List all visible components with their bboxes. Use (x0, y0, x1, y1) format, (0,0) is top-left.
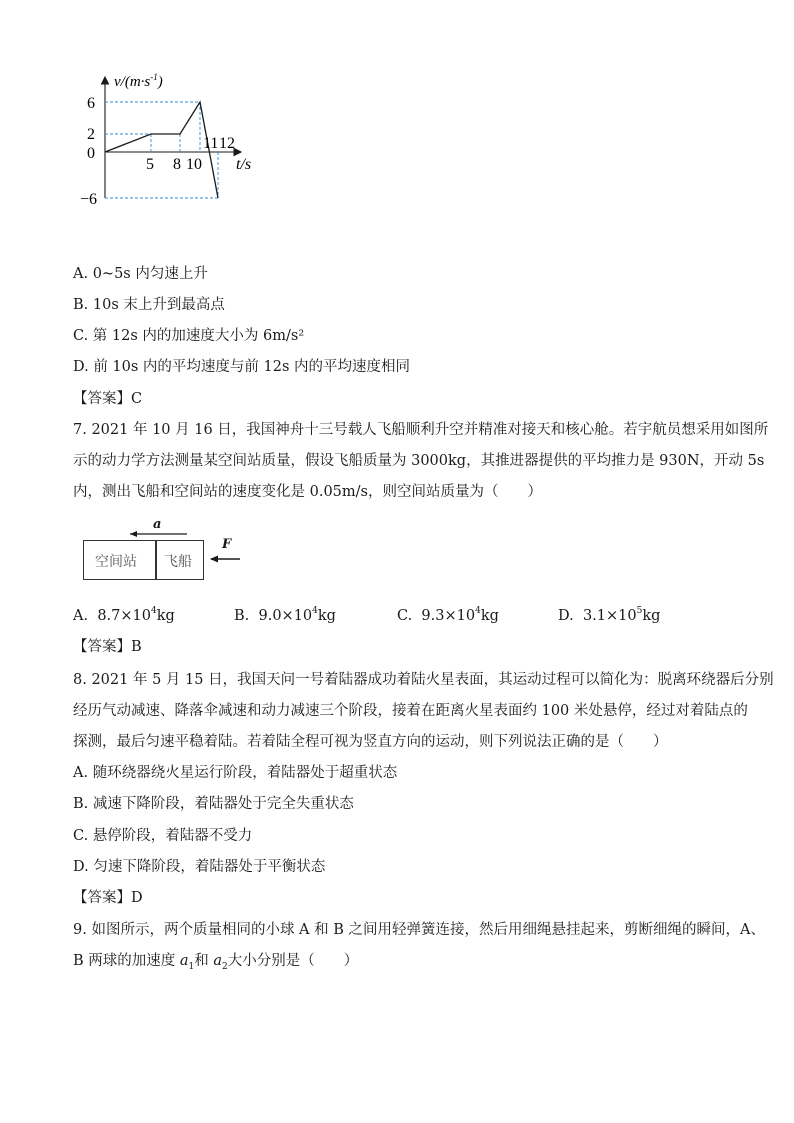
answer-mark: 【答案】 (73, 391, 131, 407)
x-tick-5: 5 (146, 156, 154, 173)
ship-label: 飞船 (164, 554, 192, 570)
vt-graph (70, 70, 270, 215)
q8-line-2: 经历气动减速、降落伞减速和动力减速三个阶段，接着在距离火星表面约 100 米处悬停，经过对着陆点的 (73, 703, 748, 719)
y-tick-6: 6 (87, 95, 95, 112)
x-axis-label: t/s (236, 156, 252, 173)
q7-option-a: A. $8.7\times 10^4kg$ (73, 606, 175, 624)
q6-answer (73, 389, 142, 409)
guide-lines (105, 102, 218, 198)
space-station-label: 空间站 (95, 554, 137, 570)
q7-option-c: C. $9.3\times 10^4kg$ (397, 606, 499, 624)
y-tick-0: 0 (87, 145, 95, 162)
x-tick-11: 11 (203, 135, 219, 152)
answer-value: B (131, 639, 142, 655)
x-tick-10: 10 (186, 156, 202, 173)
accel-label: a (153, 517, 162, 532)
force-label: F (222, 537, 232, 552)
q8-answer (73, 888, 143, 908)
q7-line-3: 内，测出飞船和空间站的速度变化是 0.05m/s，则空间站质量为（ ） (73, 484, 542, 500)
answer-mark: 【答案】 (73, 890, 131, 906)
x-tick-8: 8 (173, 156, 181, 173)
q7-figure (80, 515, 250, 585)
q6-option-b: B. 10s 末上升到最高点 (73, 297, 225, 313)
answer-mark: 【答案】 (73, 639, 131, 655)
q7-option-b: B. $9.0\times 10^4kg$ (234, 606, 336, 624)
q6-option-c: C. 第 12s 内的加速度大小为 6m/s² (73, 328, 305, 344)
x-tick-12: 12 (219, 135, 235, 152)
q8-option-d: D. 匀速下降阶段，着陆器处于平衡状态 (73, 859, 326, 875)
y-tick-2: 2 (87, 126, 95, 143)
q8-option-a: A. 随环绕器绕火星运行阶段，着陆器处于超重状态 (73, 765, 398, 781)
y-tick-neg6: −6 (80, 191, 98, 208)
velocity-curve (105, 102, 218, 198)
y-axis-label: $v/(m\cdot s^{-1})$ (114, 72, 163, 90)
q7-answer (73, 637, 142, 657)
q6-option-a: A. 0~5s 内匀速上升 (73, 266, 208, 282)
answer-value: C (131, 391, 143, 407)
q8-option-b: B. 减速下降阶段，着陆器处于完全失重状态 (73, 796, 354, 812)
q9-line-1: 9. 如图所示，两个质量相同的小球 A 和 B 之间用轻弹簧连接，然后用细绳悬挂起来，剪断细绳的瞬间，A、 (73, 922, 765, 938)
q8-line-1: 8. 2021 年 5 月 15 日，我国天问一号着陆器成功着陆火星表面，其运动过程可以简化为：脱离环绕器后分别 (73, 672, 774, 688)
q7-option-d: D. $3.1\times 10^5kg$ (558, 606, 661, 624)
q8-line-3: 探测，最后匀速平稳着陆。若着陆全程可视为竖直方向的运动，则下列说法正确的是（ ） (73, 734, 668, 750)
q7-line-1: 7. 2021 年 10 月 16 日，我国神舟十三号载人飞船顺利升空并精准对接天和核心舱。若宇航员想采用如图所 (73, 422, 769, 438)
answer-value: D (131, 890, 143, 906)
q6-option-d: D. 前 10s 内的平均速度与前 12s 内的平均速度相同 (73, 359, 411, 375)
q9-line-2: B 两球的加速度 $a_1$和 $a_2$大小分别是（ ） (73, 953, 359, 972)
q8-option-c: C. 悬停阶段，着陆器不受力 (73, 828, 253, 844)
q7-line-2: 示的动力学方法测量某空间站质量，假设飞船质量为 3000kg，其推进器提供的平均推力是 930N，开动 5s (73, 453, 765, 469)
